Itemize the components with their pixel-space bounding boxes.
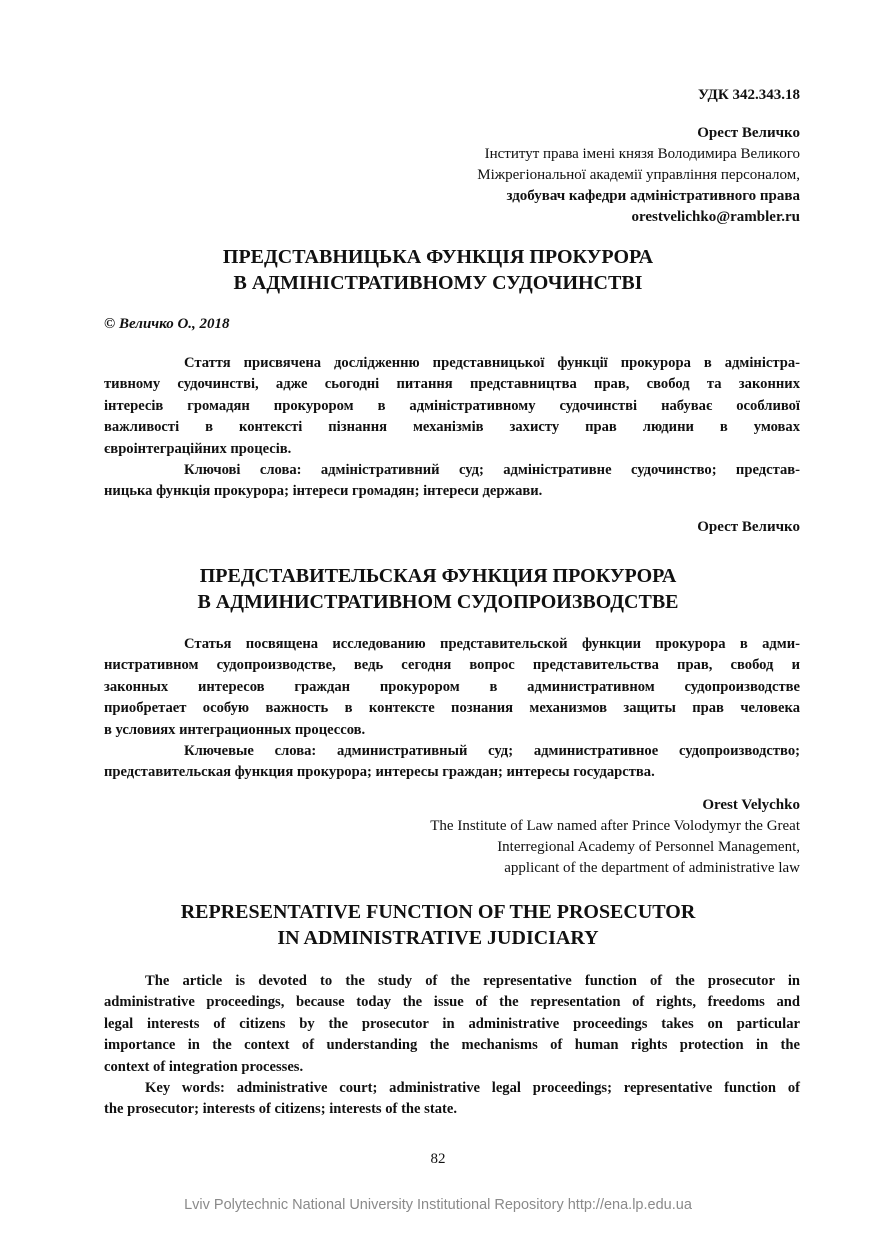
abstract-line: євроінтеграційних процесів. [104, 440, 292, 457]
en-abstract [104, 971, 800, 1121]
udc-code: УДК 342.343.18 [698, 87, 800, 103]
abstract-line: administrative proceedings, because today the issue of the representation of rights, freedoms and [104, 994, 800, 1011]
abstract-line: нистративном судопроизводстве, ведь сегодня вопрос представительства прав, свобод и [104, 657, 800, 674]
en-title-line: IN ADMINISTRATIVE JUDICIARY [277, 927, 599, 949]
abstract-line: законных интересов граждан прокурором в административном судопроизводстве [104, 678, 800, 695]
ru-title-line: В АДМИНИСТРАТИВНОМ СУДОПРОИЗВОДСТВЕ [197, 591, 679, 613]
abstract-line: в условиях интеграционных процессов. [104, 721, 366, 738]
abstract-line: Статья посвящена исследованию представительской функции прокурора в адми- [184, 636, 800, 652]
abstract-line: інтересів громадян прокурором в адміністративному судочинстві набуває особливої [104, 397, 800, 414]
abstract-line: важливості в контексті пізнання механізмів захисту прав людини в умовах [104, 419, 800, 436]
ua-title-line: ПРЕДСТАВНИЦЬКА ФУНКЦІЯ ПРОКУРОРА [222, 246, 654, 268]
keywords-line: Key words: administrative court; administrative legal proceedings; representative function of [145, 1080, 800, 1097]
ua-affiliation-line: Міжрегіональної академії управління персоналом, [477, 167, 800, 183]
keywords-line: представительская функция прокурора; интересы граждан; интересы государства. [104, 764, 655, 781]
en-affiliation-line: The Institute of Law named after Prince Volodymyr the Great [430, 818, 800, 834]
keywords-line: the prosecutor; interests of citizens; interests of the state. [104, 1101, 457, 1118]
page-number: 82 [430, 1151, 446, 1167]
abstract-line: Стаття присвячена дослідженню представницької функції прокурора в адміністра- [184, 355, 800, 371]
en-author-name: Orest Velychko [702, 797, 800, 813]
ua-author-block [477, 123, 800, 228]
ru-abstract [104, 634, 800, 784]
abstract-line: The article is devoted to the study of the representative function of the prosecutor in [145, 973, 800, 989]
abstract-line: приобретает особую важность в контексте познания механизмов защиты прав человека [104, 700, 800, 717]
ua-author-email: orestvelichko@rambler.ru [631, 209, 800, 225]
ua-affiliation-line: Інститут права імені князя Володимира Великого [484, 146, 800, 162]
abstract-line: context of integration processes. [104, 1058, 304, 1075]
en-affiliation-line: applicant of the department of administrative law [504, 860, 800, 876]
copyright: © Величко О., 2018 [104, 316, 230, 332]
ua-abstract [104, 353, 800, 503]
en-title-line: REPRESENTATIVE FUNCTION OF THE PROSECUTOR [180, 901, 696, 923]
abstract-line: importance in the context of understanding the mechanisms of human rights protection in the [104, 1037, 800, 1054]
keywords-line: ницька функція прокурора; інтереси громадян; інтереси держави. [104, 483, 543, 500]
en-title [0, 899, 876, 951]
repository-footer: Lviv Polytechnic National University Institutional Repository http://ena.lp.edu.ua [184, 1197, 692, 1213]
en-affiliation-line: Interregional Academy of Personnel Management, [497, 839, 800, 855]
ua-affiliation-line: здобувач кафедри адміністративного права [506, 188, 800, 204]
abstract-line: legal interests of citizens by the prosecutor in administrative proceedings takes on particular [104, 1015, 800, 1032]
keywords-line: Ключевые слова: административный суд; административное судопроизводство; [184, 743, 800, 760]
abstract-line: тивному судочинстві, адже сьогодні питання представництва прав, свобод та законних [104, 376, 800, 393]
ua-title [0, 244, 876, 296]
en-author-block [430, 795, 800, 879]
ua-title-line: В АДМІНІСТРАТИВНОМУ СУДОЧИНСТВІ [233, 272, 643, 294]
ua-author-name: Орест Величко [697, 125, 800, 141]
keywords-line: Ключові слова: адміністративний суд; адміністративне судочинство; представ- [184, 462, 800, 479]
ru-author-name: Орест Величко [697, 519, 800, 535]
ru-title-line: ПРЕДСТАВИТЕЛЬСКАЯ ФУНКЦИЯ ПРОКУРОРА [199, 565, 677, 587]
ru-title [0, 563, 876, 615]
